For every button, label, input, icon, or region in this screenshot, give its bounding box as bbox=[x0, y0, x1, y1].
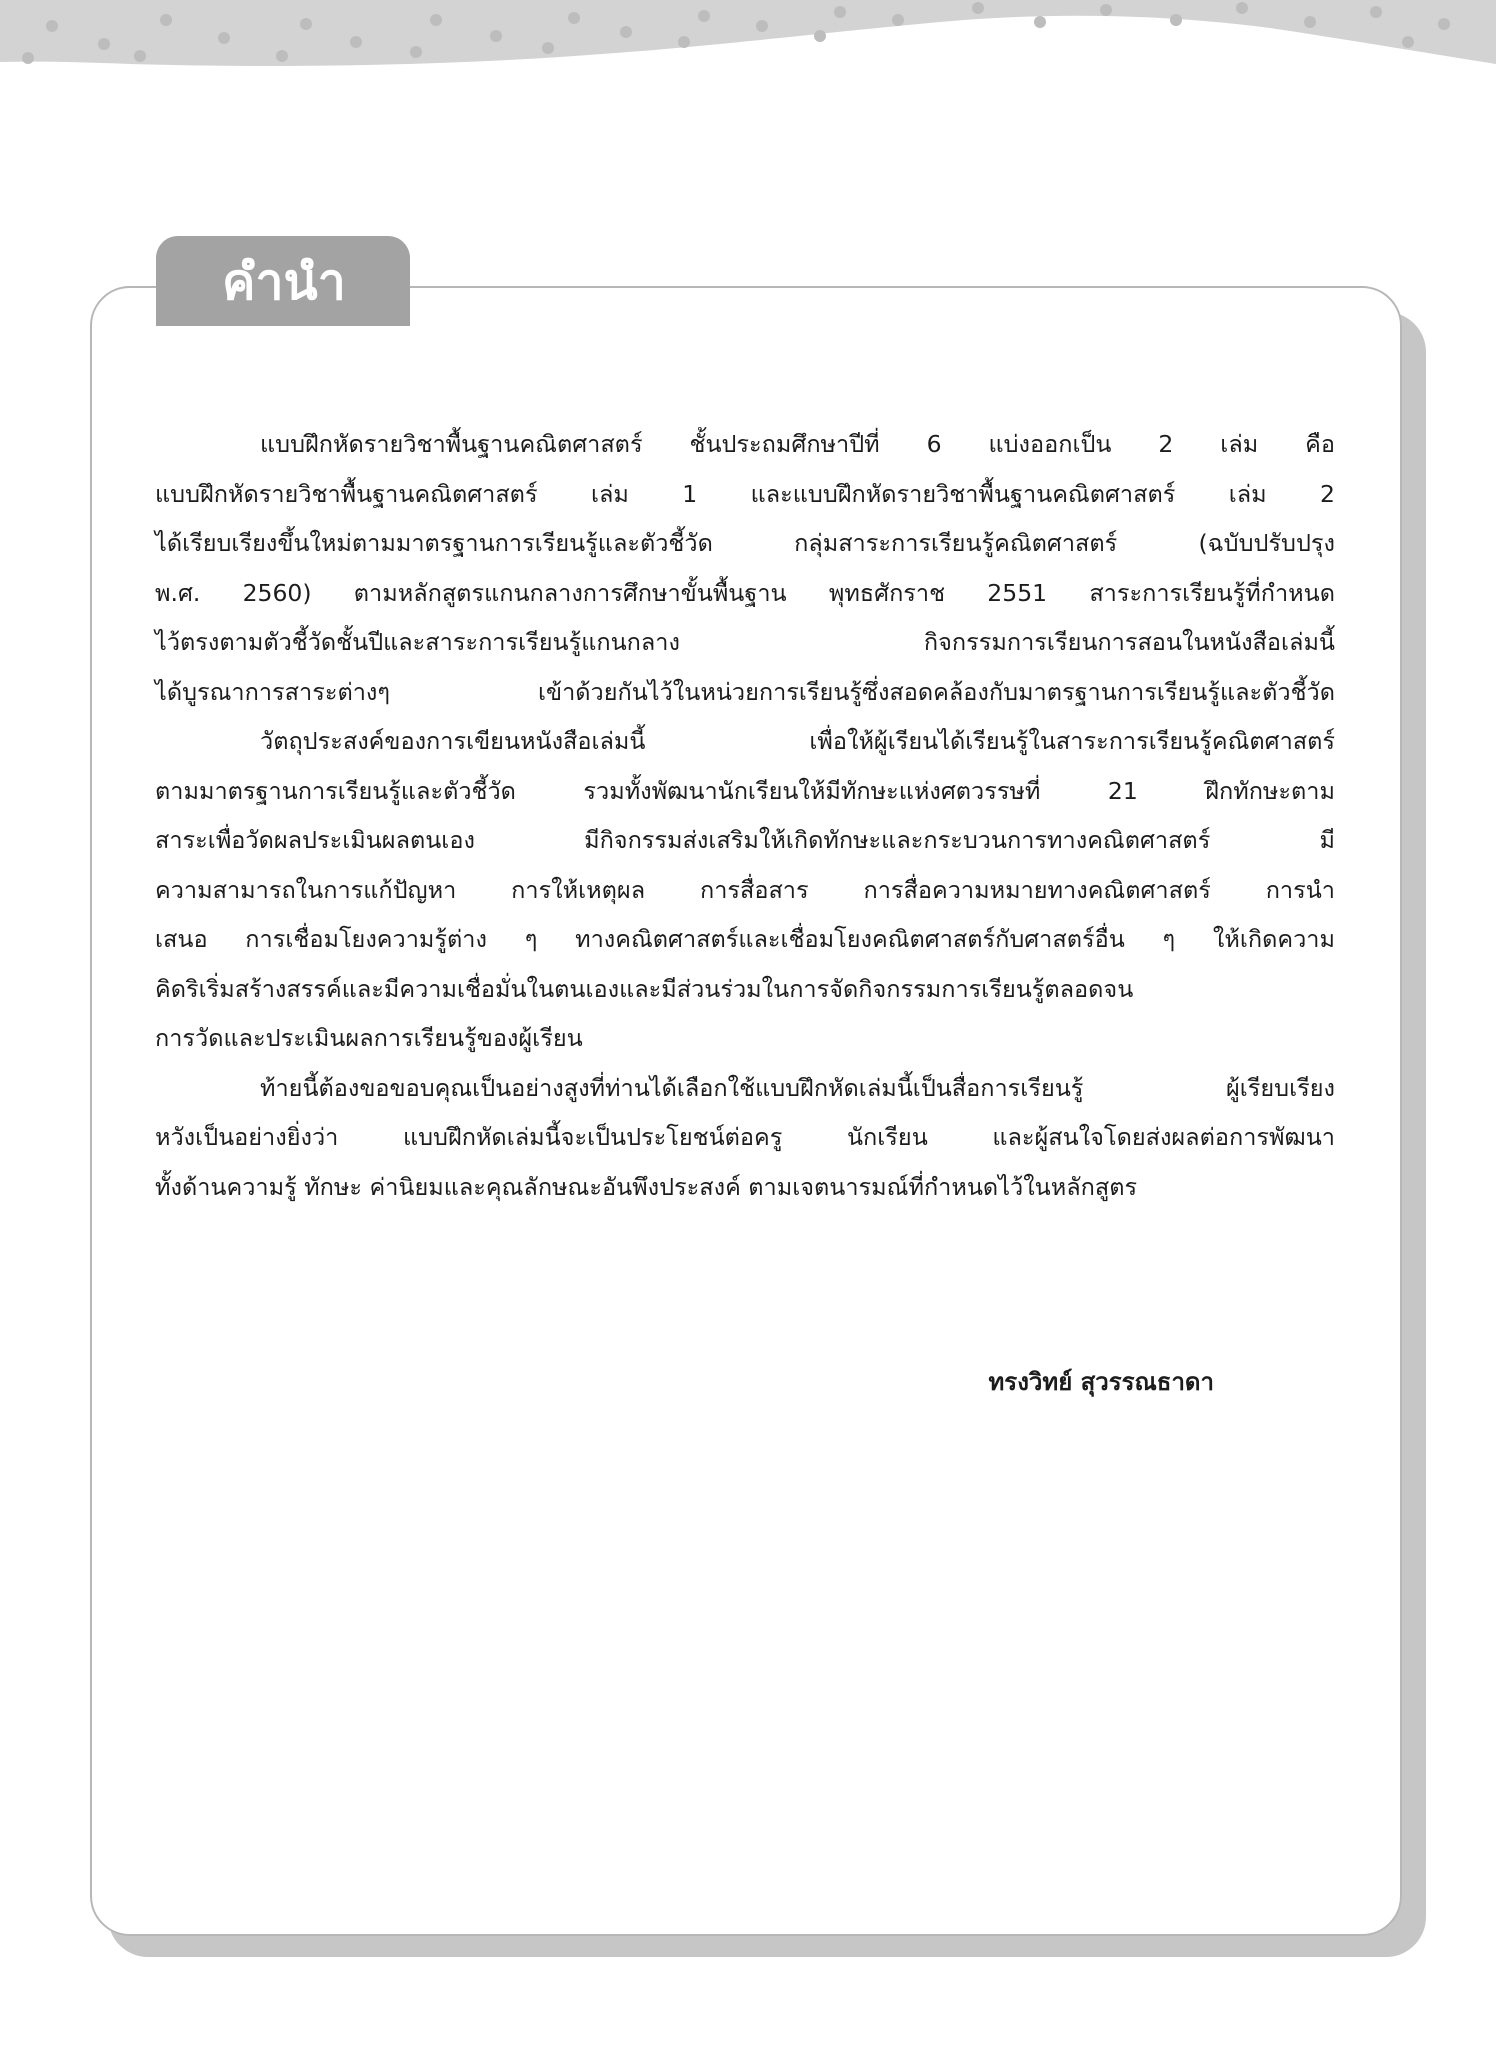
paragraph bbox=[155, 420, 1335, 717]
text-line: คิดริเริ่มสร้างสรรค์และมีความเชื่อมั่นในตนเองและมีส่วนร่วมในการจัดกิจกรรมการเรียนรู้ตลอดจน bbox=[155, 974, 1134, 1003]
text-line: หวังเป็นอย่างยิ่งว่า แบบฝึกหัดเล่มนี้จะเป็นประโยชน์ต่อครู นักเรียน และผู้สนใจโดยส่งผลต่อการพัฒนา bbox=[155, 1123, 1335, 1151]
paragraph bbox=[155, 1064, 1335, 1213]
text-line: แบบฝึกหัดรายวิชาพื้นฐานคณิตศาสตร์ ชั้นประถมศึกษาปีที่ 6 แบ่งออกเป็น 2 เล่ม คือ bbox=[260, 430, 1335, 458]
text-line: วัตถุประสงค์ของการเขียนหนังสือเล่มนี้ เพื่อให้ผู้เรียนได้เรียนรู้ในสาระการเรียนรู้คณิตศาสตร์ bbox=[260, 727, 1335, 755]
preface-body bbox=[155, 420, 1335, 1212]
text-line: เสนอ การเชื่อมโยงความรู้ต่าง ๆ ทางคณิตศาสตร์และเชื่อมโยงคณิตศาสตร์กับศาสตร์อื่น ๆ ให้เกิดความ bbox=[155, 925, 1335, 953]
text-line: การวัดและประเมินผลการเรียนรู้ของผู้เรียน bbox=[155, 1024, 583, 1052]
text-line: ความสามารถในการแก้ปัญหา การให้เหตุผล การสื่อสาร การสื่อความหมายทางคณิตศาสตร์ การนำ bbox=[155, 875, 1335, 904]
text-line: สาระเพื่อวัดผลประเมินผลตนเอง มีกิจกรรมส่งเสริมให้เกิดทักษะและกระบวนการทางคณิตศาสตร์ มี bbox=[155, 826, 1335, 854]
text-line: ทั้งด้านความรู้ ทักษะ ค่านิยมและคุณลักษณะอันพึงประสงค์ ตามเจตนารมณ์ที่กำหนดไว้ในหลักสูตร bbox=[155, 1172, 1138, 1201]
text-line: ได้บูรณาการสาระต่างๆ เข้าด้วยกันไว้ในหน่วยการเรียนรู้ซึ่งสอดคล้องกับมาตรฐานการเรียนรู้และตัวชี้วัด bbox=[155, 677, 1335, 706]
text-line: พ.ศ. 2560) ตามหลักสูตรแกนกลางการศึกษาขั้นพื้นฐาน พุทธศักราช 2551 สาระการเรียนรู้ที่กำหนด bbox=[155, 578, 1335, 607]
text-line: แบบฝึกหัดรายวิชาพื้นฐานคณิตศาสตร์ เล่ม 1 และแบบฝึกหัดรายวิชาพื้นฐานคณิตศาสตร์ เล่ม 2 bbox=[155, 479, 1335, 508]
text-line: ได้เรียบเรียงขึ้นใหม่ตามมาตรฐานการเรียนรู้และตัวชี้วัด กลุ่มสาระการเรียนรู้คณิตศาสตร์ (ฉบับปรับปรุง bbox=[155, 529, 1335, 557]
text-line: ท้ายนี้ต้องขอขอบคุณเป็นอย่างสูงที่ท่านได้เลือกใช้แบบฝึกหัดเล่มนี้เป็นสื่อการเรียนรู้ ผู้เรียบเรียง bbox=[260, 1073, 1335, 1102]
decorative-top-band bbox=[0, 0, 1496, 80]
text-line: ตามมาตรฐานการเรียนรู้และตัวชี้วัด รวมทั้งพัฒนานักเรียนให้มีทักษะแห่งศตวรรษที่ 21 ฝึกทักษะตาม bbox=[155, 776, 1335, 805]
paragraph bbox=[155, 717, 1335, 1064]
text-line: ไว้ตรงตามตัวชี้วัดชั้นปีและสาระการเรียนรู้แกนกลาง กิจกรรมการเรียนการสอนในหนังสือเล่มนี้ bbox=[155, 628, 1335, 656]
page-title: คำนำ bbox=[222, 253, 346, 311]
author-signature: ทรงวิทย์ สุวรรณธาดา bbox=[988, 1368, 1214, 1396]
